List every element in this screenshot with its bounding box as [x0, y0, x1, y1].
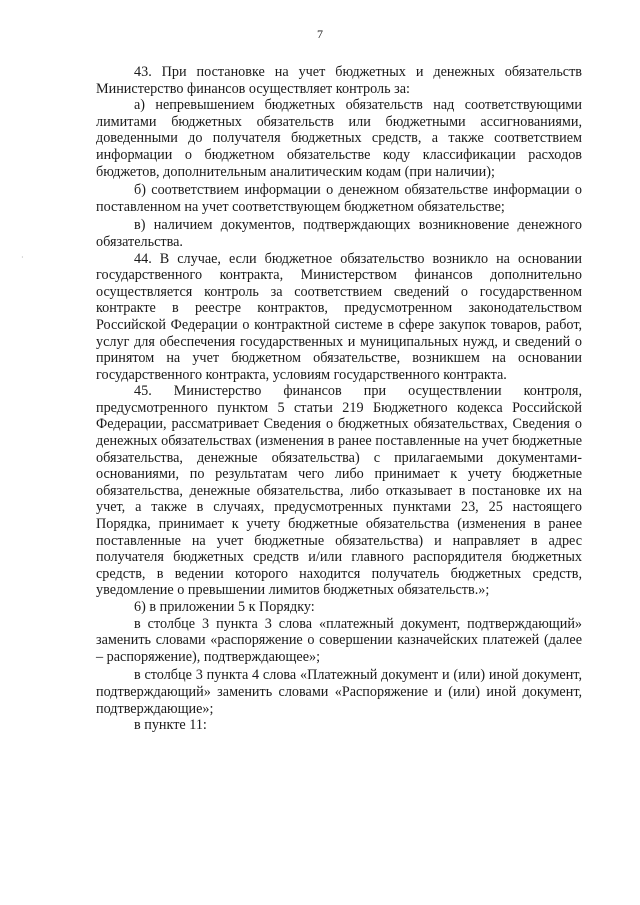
document-body [96, 64, 582, 734]
paragraph-43: 43. При постановке на учет бюджетных и денежных обязательств Министерство финансов осуществляет контроль за: [96, 64, 582, 97]
paragraph-43-a: а) непревышением бюджетных обязательств над соответствующими лимитами бюджетных обязательств или бюджетными ассигнованиями, доведенными до получателя бюджетных средств, а также соответствием информации о бюджетном обязательстве коду классификации расходов бюджетов, дополнительным аналитическим кодам (при наличии); [96, 97, 582, 180]
page-number: 7 [317, 27, 323, 41]
paragraph-item-6: 6) в приложении 5 к Порядку: [134, 599, 315, 615]
paragraph-item-11: в пункте 11: [134, 717, 207, 734]
paragraph-43-b: б) соответствием информации о денежном обязательстве информации о поставленном на учет соответствующем бюджетном обязательстве; [96, 182, 582, 215]
paragraph-43-v: в) наличием документов, подтверждающих возникновение денежного обязательства. [96, 217, 582, 250]
paragraph-44: 44. В случае, если бюджетное обязательство возникло на основании государственного контракта, Министерством финансов дополнительно осуществляется контроль за соответствием сведений о государственном контракте в реестре контрактов, предусмотренном законодательством Российской Федерации о контрактной системе в сфере закупок товаров, работ, услуг для обеспечения государственных и муниципальных нужд, и сведений о принятом на учет бюджетном обязательстве, возникшем на основании государственного контракта, условиям государственного контракта. [96, 250, 582, 383]
paragraph-col3-item3: в столбце 3 пункта 3 слова «платежный документ, подтверждающий» заменить словами «распоряжение о совершении казначейских платежей (далее – распоряжение), подтверждающее»; [96, 615, 582, 665]
margin-mark: · [21, 253, 24, 262]
paragraph-col3-item4: в столбце 3 пункта 4 слова «Платежный документ и (или) иной документ, подтверждающий» заменить словами «Распоряжение и (или) иной документ, подтверждающие»; [96, 667, 582, 717]
paragraph-45: 45. Министерство финансов при осуществлении контроля, предусмотренного пунктом 5 статьи 219 Бюджетного кодекса Российской Федерации, рассматривает Сведения о бюджетных обязательствах, Сведения о денежных обязательствах (изменения в ранее поставленные на учет бюджетные обязательства, денежные обязательства) с прилагаемыми документами-основаниями, по результатам чего либо принимает к учету бюджетные обязательства, денежные обязательства, либо отказывает в постановке их на учет, а также в случаях, предусмотренных пунктами 23, 25 настоящего Порядка, принимает к учету бюджетные обязательства (изменения в ранее поставленные на учет бюджетные обязательства) и направляет в адрес получателя бюджетных средств и/или главного распорядителя бюджетных средств, в ведении которого находится получатель бюджетных средств, уведомление о превышении лимитов бюджетных обязательств.»; [96, 383, 582, 599]
